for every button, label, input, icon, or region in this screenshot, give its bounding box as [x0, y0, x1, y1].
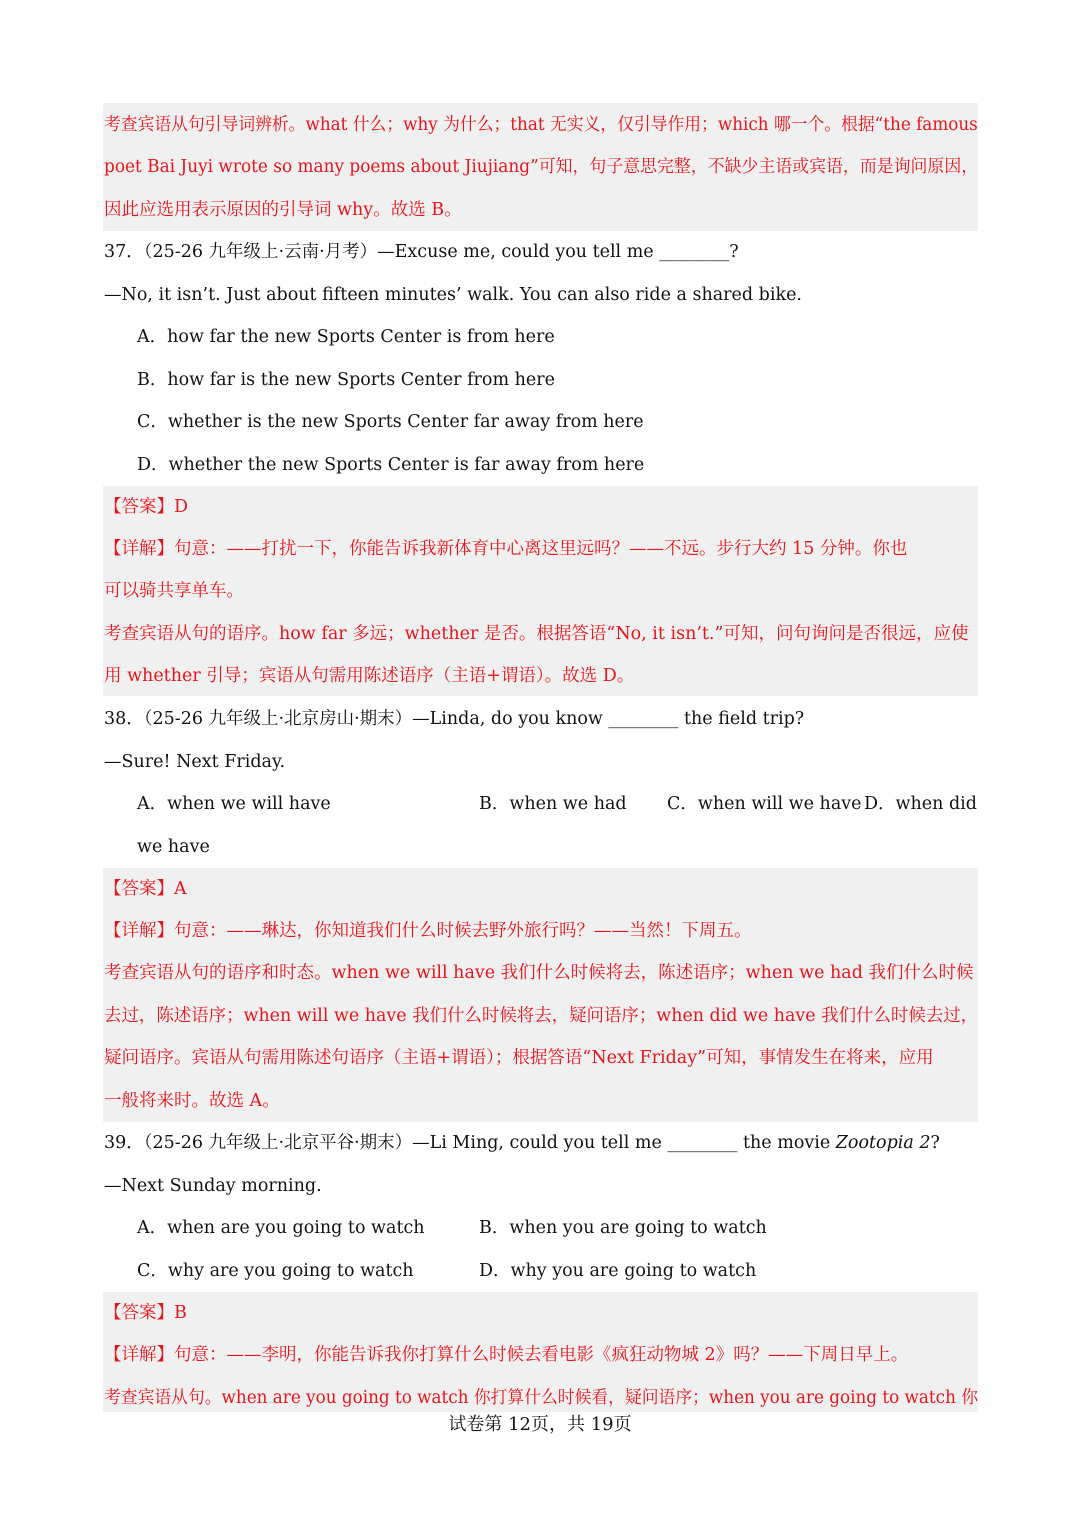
question-39-stem-end: ?	[930, 1133, 940, 1153]
q36-analysis-line: 因此应选用表示原因的引导词 why。故选 B。	[104, 200, 462, 220]
question-37-detail: 可以骑共享单车。	[104, 581, 244, 601]
question-38-detail: 【详解】句意：——琳达，你知道我们什么时候去野外旅行吗？——当然！下周五。	[104, 921, 752, 941]
question-39-analysis: 考查宾语从句。when are you going to watch 你打算什么时候看，疑问语序；when you are going to watch 你	[104, 1388, 979, 1408]
question-38-analysis: 考查宾语从句的语序和时态。when we will have 我们什么时候将去，陈述语序；when we had 我们什么时候	[104, 963, 974, 983]
question-38-stem: 38．（25-26 九年级上·北京房山·期末）—Linda, do you know ________ the field trip?	[104, 709, 805, 729]
question-38-option-b: B．when we had	[479, 794, 627, 814]
question-38-option-a: A．when we will have	[137, 794, 331, 814]
question-38-option-d: D．when did	[864, 794, 977, 814]
question-37-analysis: 考查宾语从句的语序。how far 多远；whether 是否。根据答语“No, it isn’t.”可知，问句询问是否很远，应使	[104, 624, 969, 644]
answer-block-q38	[103, 868, 978, 1122]
question-37-reply: —No, it isn’t. Just about fifteen minutes’ walk. You can also ride a shared bike.	[104, 285, 802, 305]
question-39-option-b: B．when you are going to watch	[479, 1218, 767, 1238]
question-37-detail: 【详解】句意：——打扰一下，你能告诉我新体育中心离这里远吗？——不远。步行大约 15 分钟。你也	[104, 539, 908, 559]
page-footer: 试卷第 12页，共 19页	[448, 1414, 632, 1435]
movie-title: Zootopia 2	[835, 1133, 931, 1153]
question-38-answer: 【答案】A	[104, 879, 187, 899]
question-37-option-b: B．how far is the new Sports Center from here	[137, 370, 555, 390]
question-38-option-d-cont: we have	[137, 837, 210, 857]
question-37-stem: 37．（25-26 九年级上·云南·月考）—Excuse me, could you tell me ________?	[104, 242, 739, 262]
question-38-reply: —Sure! Next Friday.	[104, 752, 286, 772]
question-38-analysis: 去过，陈述语序；when will we have 我们什么时候将去，疑问语序；when did we have 我们什么时候去过，	[104, 1006, 979, 1026]
question-38-analysis: 疑问语序。宾语从句需用陈述句语序（主语+谓语）；根据答语“Next Friday”可知，事情发生在将来，应用	[104, 1048, 934, 1068]
question-39-answer: 【答案】B	[104, 1303, 187, 1323]
question-37-option-d: D．whether the new Sports Center is far away from here	[137, 455, 645, 475]
question-38-option-c: C．when will we have	[667, 794, 862, 814]
question-39-detail: 【详解】句意：——李明，你能告诉我你打算什么时候去看电影《疯狂动物城 2》吗？——下周日早上。	[104, 1345, 909, 1365]
question-39-option-d: D．why you are going to watch	[479, 1261, 757, 1281]
question-37-analysis: 用 whether 引导；宾语从句需用陈述语序（主语+谓语）。故选 D。	[104, 666, 635, 686]
question-39-option-a: A．when are you going to watch	[137, 1218, 425, 1238]
question-39-stem	[104, 1128, 940, 1158]
question-37-option-c: C．whether is the new Sports Center far away from here	[137, 412, 644, 432]
question-39-option-c: C．why are you going to watch	[137, 1261, 414, 1281]
question-37-option-a: A．how far the new Sports Center is from here	[137, 327, 555, 347]
question-38-analysis: 一般将来时。故选 A。	[104, 1091, 280, 1111]
question-37-answer: 【答案】D	[104, 497, 189, 517]
question-39-stem-text: 39．（25-26 九年级上·北京平谷·期末）—Li Ming, could you tell me ________ the movie	[104, 1133, 836, 1153]
q36-analysis-line: 考查宾语从句引导词辨析。what 什么；why 为什么；that 无实义，仅引导作用；which 哪一个。根据“the famous	[104, 115, 978, 135]
question-39-reply: —Next Sunday morning.	[104, 1176, 322, 1196]
q36-analysis-line: poet Bai Juyi wrote so many poems about Jiujiang”可知，句子意思完整，不缺少主语或宾语，而是询问原因，	[104, 157, 979, 177]
